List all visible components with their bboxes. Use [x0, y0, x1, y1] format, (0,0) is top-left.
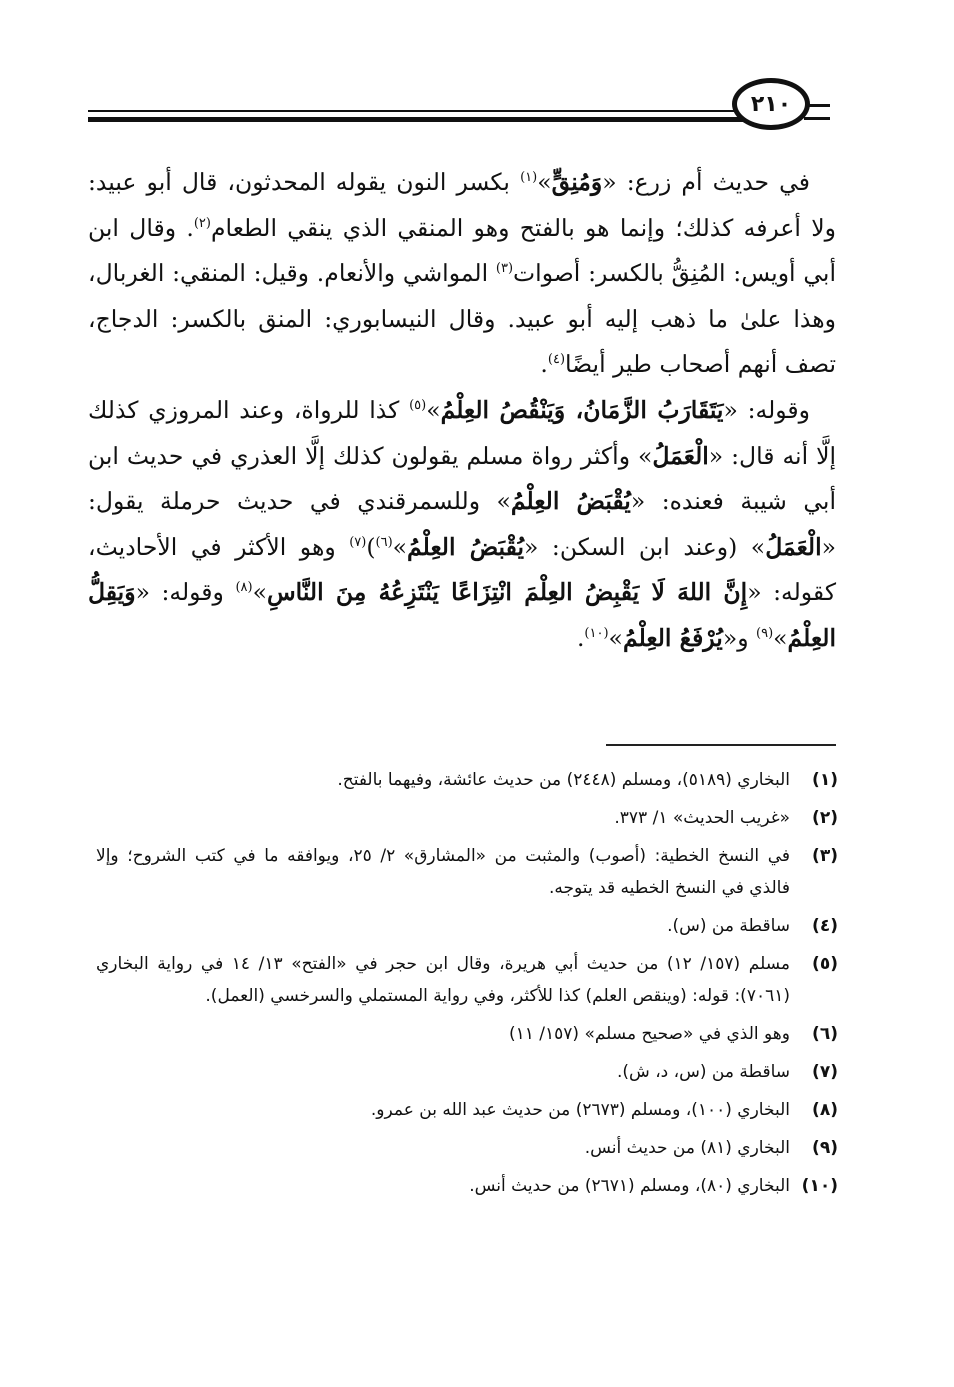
- footnote-number: (٣): [812, 846, 838, 866]
- footnote-7: [96, 1056, 838, 1088]
- text-run: ): [366, 532, 376, 561]
- text-run: »: [537, 168, 552, 196]
- footnote-6: [96, 1018, 838, 1050]
- footnote-4: [96, 910, 838, 942]
- text-run: .: [576, 623, 585, 652]
- footnote-number: (١): [812, 770, 838, 790]
- paragraph-2: [88, 388, 836, 662]
- footnote-ref: (١٠): [584, 626, 609, 642]
- footnote-5: [96, 948, 838, 1012]
- text-run: كذا للرواة، وعند المروزي كذلك إلَّا أنه قال: «: [88, 395, 836, 470]
- hadith-quote: يُقْبَضُ العِلْمُ: [510, 487, 631, 516]
- footnote-number: (٤): [812, 916, 838, 936]
- hadith-quote: الْعَمَلُ: [765, 532, 822, 561]
- text-run: وقوله: «: [135, 578, 236, 607]
- footnote-number: (٢): [812, 808, 838, 828]
- footnote-text: البخاري (١٠٠)، ومسلم (٢٦٧٣) من حديث عبد الله بن عمرو.: [370, 1100, 790, 1120]
- main-text: [88, 160, 836, 662]
- text-run: وقوله: «: [723, 395, 811, 424]
- text-run: »: [392, 532, 408, 561]
- footnote-text: ساقطة من (س).: [667, 916, 790, 936]
- text-run: و«: [722, 623, 757, 652]
- footnote-text: البخاري (٥١٨٩)، ومسلم (٢٤٤٨) من حديث عائشة، وفيهما بالفتح.: [337, 770, 790, 790]
- text-run: » وأكثر رواة مسلم يقولون كذلك إلَّا العذري في حديث ابن أبي شيبة فعنده: «: [88, 441, 836, 516]
- text-run: »: [252, 578, 267, 607]
- text-run: في حديث أم زرع: «: [602, 168, 811, 196]
- text-run: المواشي والأنعام. وقيل: المنقي: الغربال، وهذا علىٰ ما ذهب إليه أبو عبيد. وقال النيسابوري: المنق بالكسر: الدجاج، تصف أنهم أصحاب طير أيضًا: [88, 259, 836, 379]
- text-run: بكسر النون يقوله المحدثون، قال أبو عبيد: ولا أعرفه كذلك؛ وإنما هو بالفتح وهو المنقي الذي ينقي الطعام: [88, 168, 836, 242]
- hadith-quote: وَمُنِقٍّ: [551, 168, 603, 196]
- text-run: .: [540, 350, 548, 379]
- text-run: » (وعند ابن السكن: «: [524, 532, 766, 561]
- text-run: وهو الأكثر في الأحاديث، كقوله: «: [88, 532, 837, 607]
- footnote-text: «غريب الحديث» ١/ ٣٧٣.: [614, 808, 790, 828]
- page-header: [88, 78, 830, 134]
- footnote-number: (٥): [812, 954, 838, 974]
- hadith-quote: وَيَقِلُّ العِلْمُ: [88, 578, 836, 652]
- header-rule-thick: [88, 117, 760, 122]
- hadith-quote: يُرْفَعُ العِلْمُ: [622, 623, 723, 652]
- text-run: . وقال ابن أبي أويس: المُنِقُّ بالكسر: أصوات: [88, 213, 836, 288]
- footnote-text: مسلم (١٥٧/ ١٢) من حديث أبي هريرة، وقال ابن حجر في «الفتح» ١٣/ ١٤ في رواية البخاري (٧٠٦١): قوله: (وينقص العلم) كذا للأكثر، وفي رواية المستملي والسرخسي (العمل).: [96, 954, 790, 1006]
- footnote-ref: (٨): [235, 580, 253, 596]
- footnote-ref: (٩): [756, 626, 774, 642]
- text-run: » وللسمرقندي في حديث حرملة يقول: «: [88, 487, 836, 561]
- footnote-number: (١٠): [801, 1176, 838, 1196]
- footnote-ref: (٦): [375, 534, 393, 550]
- footnotes: [96, 764, 838, 1208]
- text-run: »: [608, 623, 623, 652]
- hadith-quote: الْعَمَلُ: [652, 441, 709, 470]
- footnote-3: [96, 840, 838, 904]
- footnote-9: [96, 1132, 838, 1164]
- page-number: ٢١٠: [750, 91, 792, 117]
- footnote-text: ساقطة من (س، د، ش).: [617, 1062, 790, 1082]
- hadith-quote: يَتَقَارَبُ الزَّمَانُ، وَيَنْقُصُ العِلْمُ: [440, 395, 724, 424]
- text-run: »: [773, 623, 788, 652]
- footnote-ref: (٧): [349, 534, 367, 550]
- paragraph-1: [88, 160, 836, 388]
- footnote-10: [96, 1170, 838, 1202]
- footnote-number: (٧): [812, 1062, 838, 1082]
- footnote-ref: (٥): [409, 398, 427, 414]
- footnote-8: [96, 1094, 838, 1126]
- footnote-ref: (٤): [547, 352, 566, 368]
- footnote-number: (٨): [812, 1100, 838, 1120]
- footnote-number: (٩): [812, 1138, 838, 1158]
- footnote-number: (٦): [812, 1024, 838, 1044]
- footnote-text: البخاري (٨٠)، ومسلم (٢٦٧١) من حديث أنس.: [469, 1176, 790, 1196]
- hadith-quote: يُقْبَضُ العِلْمُ: [407, 532, 525, 561]
- footnote-text: وهو الذي في «صحيح مسلم» (١٥٧/ ١١): [508, 1024, 790, 1044]
- hadith-quote: إِنَّ اللهَ لَا يَقْبِضُ العِلْمَ انْتِزَاعًا يَنْتَزِعُهُ مِنَ النَّاسِ: [266, 578, 748, 607]
- footnote-separator: [606, 744, 836, 746]
- footnote-ref: (١): [520, 170, 538, 186]
- footnote-text: البخاري (٨١) من حديث أنس.: [584, 1138, 790, 1158]
- header-rule-thin: [88, 110, 760, 112]
- footnote-2: [96, 802, 838, 834]
- page-number-badge: [732, 78, 810, 130]
- footnote-1: [96, 764, 838, 796]
- footnote-ref: (٣): [495, 261, 514, 277]
- text-run: »: [426, 395, 441, 424]
- footnote-text: في النسخ الخطية: (أصوب) والمثبت من «المشارق» ٢/ ٢٥، ويوافقه ما في كتب الشروح؛ وإلا فالذي في النسخ الخطيه قد يتوجه.: [96, 846, 791, 898]
- footnote-ref: (٢): [193, 215, 211, 231]
